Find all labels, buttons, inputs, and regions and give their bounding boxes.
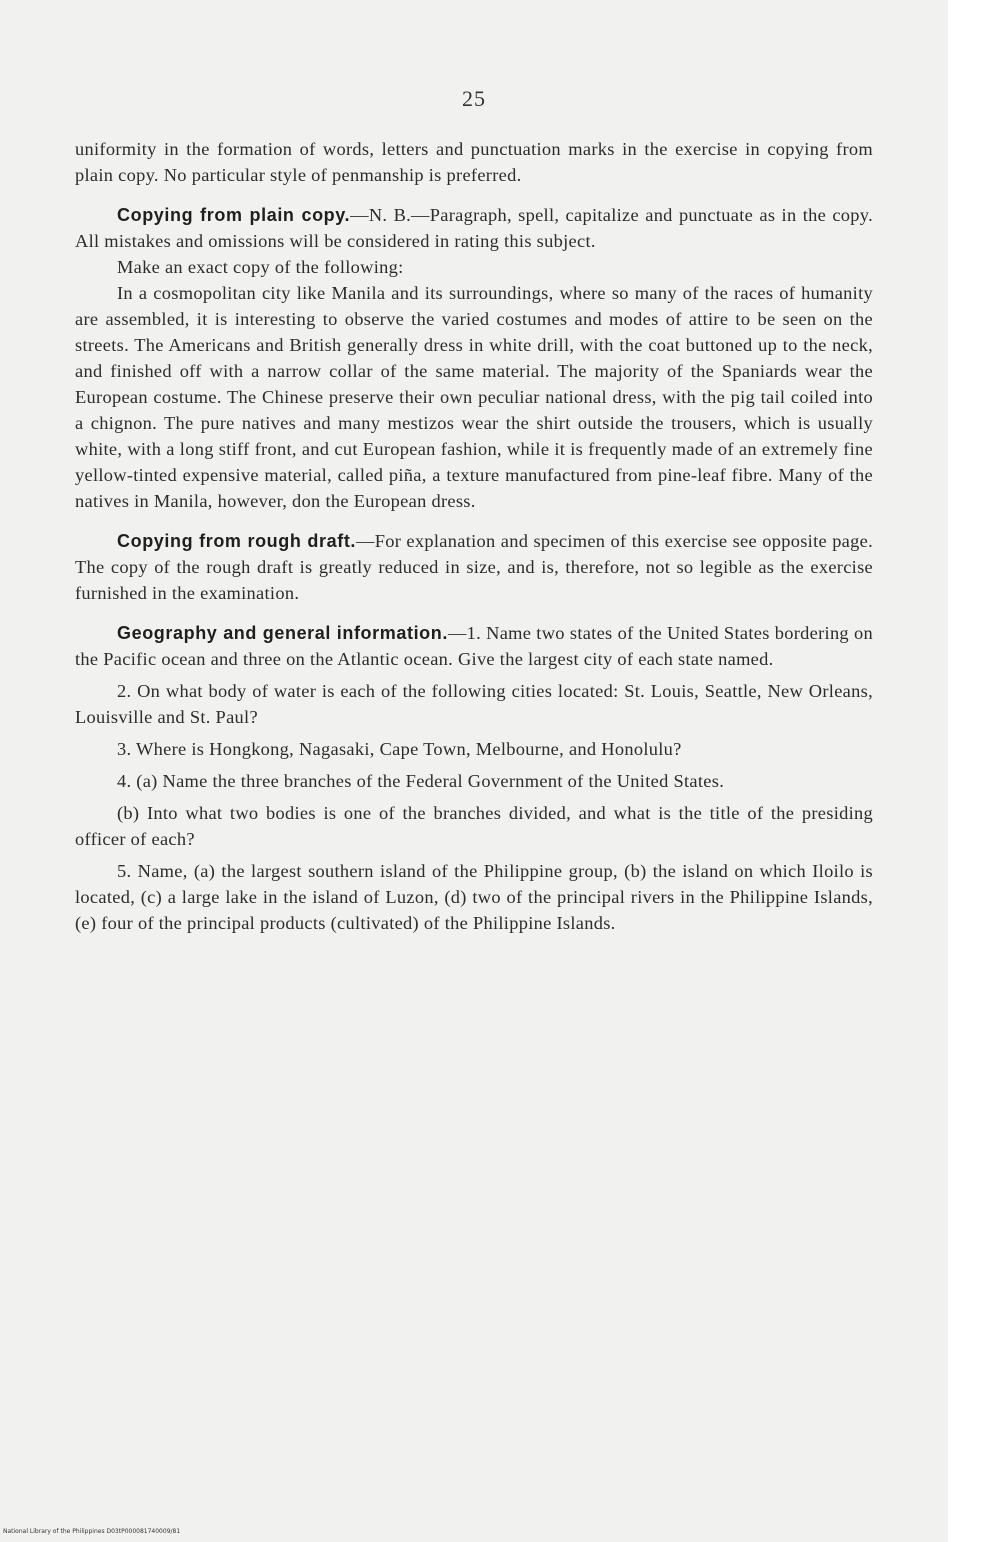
rough-draft-text: —For explanation and specimen of this exercise see opposite page. The copy of the rough draft is greatly reduced in size, and is, therefore, not so legible as the exercise furnished in the examination. [75,531,874,603]
archive-footer: National Library of the Philippines D03tP000081740009/81 [3,1528,181,1535]
plain-copy-heading: Copying from plain copy. [117,205,351,225]
geography-heading: Geography and general information. [117,623,448,643]
plain-copy-note: —N. B.—Paragraph, spell, capitalize and punctuate as in the copy. All mistakes and omissions will be considered in rating this subject. [75,205,873,251]
plain-copy-instruction: Make an exact copy of the following: [117,257,404,277]
intro-paragraph: uniformity in the formation of words, letters and punctuation marks in the exercise in copying from plain copy. No particular style of penmanship is preferred. [75,139,873,185]
geography-question-4b: (b) Into what two bodies is one of the branches divided, and what is the title of the presiding officer of each? [75,803,873,849]
page-body [75,136,873,936]
geography-section [75,620,873,672]
geography-question-4a: 4. (a) Name the three branches of the Federal Government of the United States. [117,771,725,791]
geography-question-2: 2. On what body of water is each of the following cities located: St. Louis, Seattle, New Orleans, Louisville and St. Paul? [75,681,873,727]
rough-draft-heading: Copying from rough draft. [117,531,357,551]
geography-question-1: —1. Name two states of the United States bordering on the Pacific ocean and three on the Atlantic ocean. Give the largest city of each state named. [75,623,873,669]
geography-question-5: 5. Name, (a) the largest southern island of the Philippine group, (b) the island on which Iloilo is located, (c) a large lake in the island of Luzon, (d) two of the principal rivers in the Philippine Islands, (e) four of the principal products (cultivated) of the Philippine Islands. [75,861,873,933]
page-number: 25 [462,86,486,111]
plain-copy-section [75,202,873,254]
plain-copy-passage: In a cosmopolitan city like Manila and its surroundings, where so many of the races of humanity are assembled, it is interesting to observe the varied costumes and modes of attire to be seen on the streets. The Americans and British generally dress in white drill, with the coat buttoned up to the neck, and finished off with a narrow collar of the same material. The majority of the Spaniards wear the European costume. The Chinese preserve their own peculiar national dress, with the pig tail coiled into a chignon. The pure natives and many mestizos wear the shirt outside the trousers, which is usually white, with a long stiff front, and cut European fashion, while it is frequently made of an extremely fine yellow-tinted expensive material, called piña, a texture manufactured from pine-leaf fibre. Many of the natives in Manila, however, don the European dress. [75,283,873,511]
rough-draft-section [75,528,873,606]
geography-question-3: 3. Where is Hongkong, Nagasaki, Cape Town, Melbourne, and Honolulu? [117,739,682,759]
